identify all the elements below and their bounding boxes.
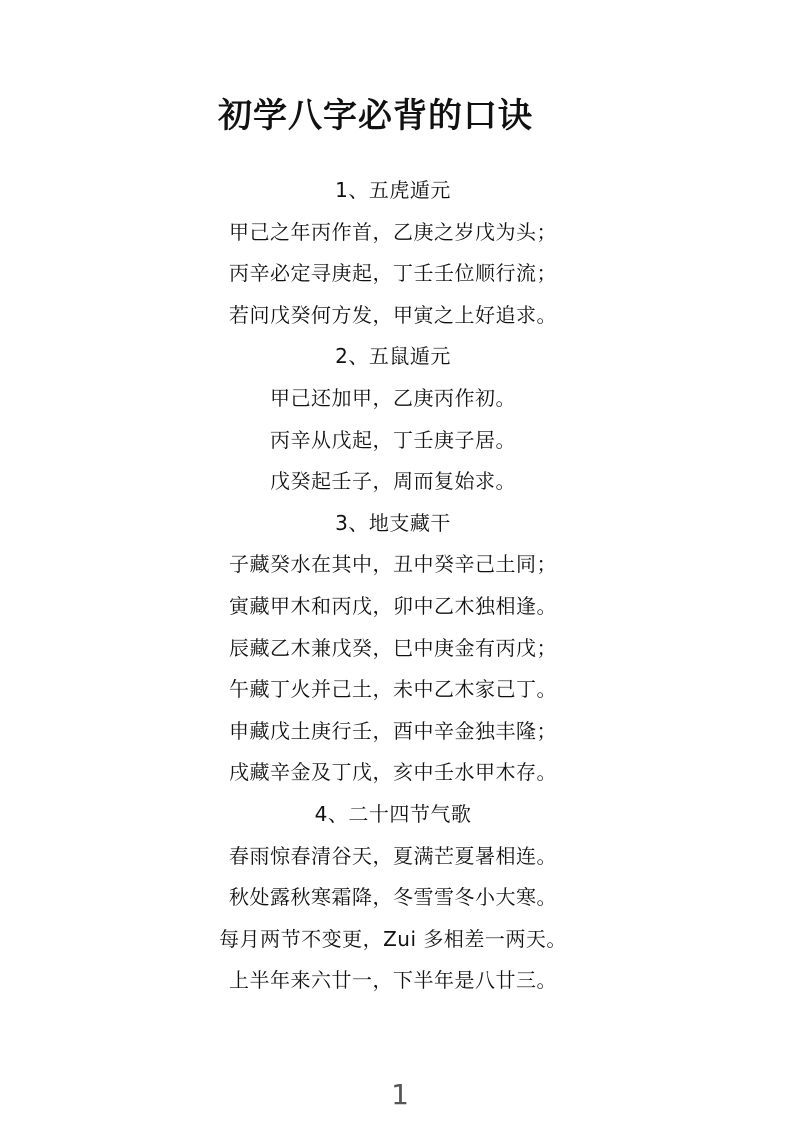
verse-line: 秋处露秋寒霜降，冬雪雪冬小大寒。	[229, 885, 557, 910]
section-heading: 3、地支藏干	[335, 510, 451, 535]
verse-line: 丙辛必定寻庚起，丁壬壬位顺行流；	[229, 261, 557, 286]
verse-line: 丙辛从戊起，丁壬庚子居。	[270, 427, 516, 452]
verse-line: 辰藏乙木兼戊癸，巳中庚金有丙戊；	[229, 635, 557, 660]
verse-line: 上半年来六廿一，下半年是八廿三。	[229, 968, 557, 993]
section-five-tigers	[0, 170, 786, 336]
verse-line: 甲己还加甲，乙庚丙作初。	[270, 385, 516, 410]
verse-line: 甲己之年丙作首，乙庚之岁戊为头；	[229, 219, 557, 244]
section-solar-terms	[0, 794, 786, 1002]
section-heading: 4、二十四节气歌	[314, 801, 472, 826]
verse-line: 寅藏甲木和丙戊，卯中乙木独相逢。	[229, 593, 557, 618]
verse-line: 戊癸起壬子，周而复始求。	[270, 469, 516, 494]
verse-line: 午藏丁火并己土，未中乙木家己丁。	[229, 677, 557, 702]
verse-line: 春雨惊春清谷天，夏满芒夏暑相连。	[229, 843, 557, 868]
section-five-rats	[0, 336, 786, 502]
page-number: 1	[391, 1078, 409, 1111]
verse-line: 每月两节不变更，Zui 多相差一两天。	[219, 926, 567, 951]
section-heading: 1、五虎遁元	[335, 178, 451, 202]
section-hidden-stems	[0, 503, 786, 794]
verse-line: 戌藏辛金及丁戊，亥中壬水甲木存。	[229, 760, 557, 785]
page-title: 初学八字必背的口诀	[218, 96, 533, 136]
document-body	[0, 170, 786, 1002]
section-heading: 2、五鼠遁元	[335, 344, 451, 369]
verse-line: 子藏癸水在其中，丑中癸辛己土同；	[229, 552, 557, 577]
verse-line: 申藏戊土庚行壬，酉中辛金独丰隆；	[229, 718, 557, 743]
verse-line: 若问戊癸何方发，甲寅之上好追求。	[229, 302, 557, 327]
